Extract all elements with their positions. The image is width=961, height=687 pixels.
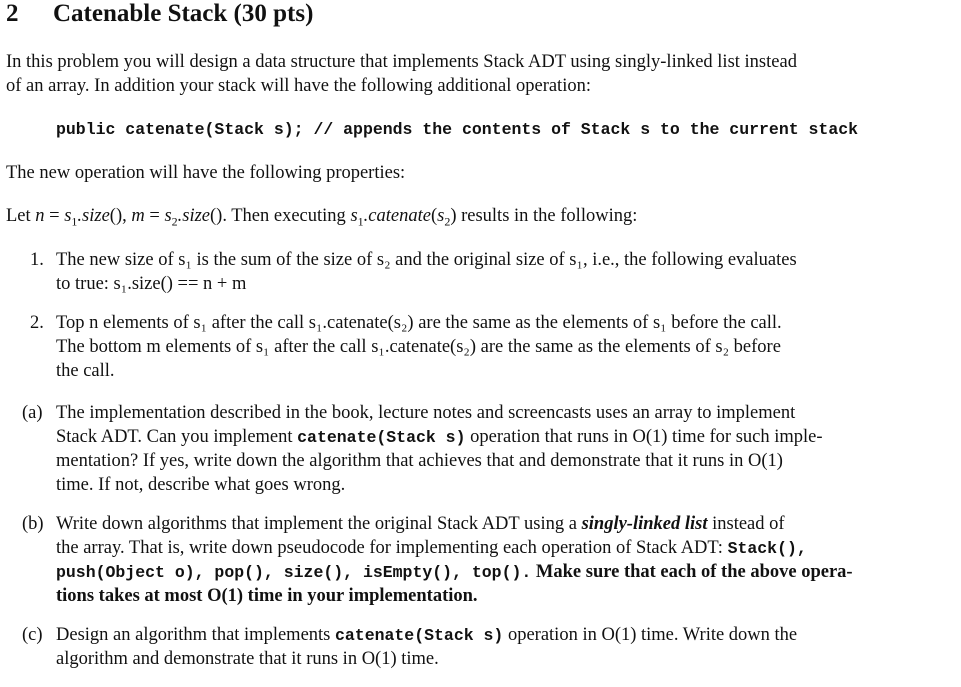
item-1-line-1: The new size of s₁ is the sum of the size of s₂ and the original size of s₁, i.e., the following evaluates [56, 250, 797, 270]
var-n: n [35, 206, 45, 226]
let-line [6, 204, 637, 234]
part-b-line-2 [56, 536, 807, 561]
part-c-line-2: algorithm and demonstrate that it runs in O(1) time. [56, 649, 439, 669]
part-b-line-3 [56, 560, 853, 585]
item-2-line-3: the call. [56, 361, 115, 381]
item-2-line-2: The bottom m elements of s₁ after the call s₁.catenate(s₂) are the same as the elements of s₂ before [56, 337, 781, 357]
code-inline: catenate(Stack s) [297, 428, 466, 447]
part-c-label: (c) [22, 625, 43, 645]
item-2-line-1: Top n elements of s₁ after the call s₁.catenate(s₂) are the same as the elements of s₁ before the call. [56, 313, 782, 333]
intro-line-2: of an array. In addition your stack will have the following additional operation: [6, 76, 591, 96]
text: Design an algorithm that implements [56, 625, 335, 645]
let-text: Let [6, 206, 36, 226]
var-s1: s [350, 206, 358, 226]
section-heading [6, 2, 313, 26]
code-inline: push(Object o), pop(), size(), isEmpty(), top(). [56, 563, 532, 582]
section-number: 2 [6, 0, 19, 27]
code-line: public catenate(Stack s); // appends the contents of Stack s to the current stack [56, 120, 859, 139]
size-call: .size [177, 206, 211, 226]
properties-intro: The new operation will have the following properties: [6, 163, 406, 183]
item-1-line-2: to true: s₁.size() == n + m [56, 274, 247, 294]
then-text: (). Then executing [210, 206, 351, 226]
part-b-label: (b) [22, 514, 44, 534]
var-s2: s [437, 206, 445, 226]
part-c-line-1 [56, 623, 797, 648]
text: Stack ADT. Can you implement [56, 427, 298, 447]
var-m: m [131, 206, 145, 226]
part-a-line-2 [56, 425, 823, 450]
result-text: ) results in the following: [450, 206, 638, 226]
paren: (), [109, 206, 132, 226]
eq-sign: = [44, 206, 65, 226]
part-a-line-4: time. If not, describe what goes wrong. [56, 475, 346, 495]
part-a-label: (a) [22, 403, 43, 423]
subscript: 1 [357, 214, 364, 229]
subscript: 2 [171, 214, 178, 229]
subscript: 1 [71, 214, 78, 229]
paren: ( [430, 206, 438, 226]
code-inline: catenate(Stack s) [335, 626, 504, 645]
part-b-line-4: tions takes at most O(1) time in your implementation. [56, 586, 478, 606]
section-title: Catenable Stack (30 pts) [53, 0, 314, 27]
var-s1: s [64, 206, 72, 226]
intro-line-1: In this problem you will design a data structure that implements Stack ADT using singly-linked list instead [6, 52, 797, 72]
part-b-line-1 [56, 512, 785, 536]
size-call: .size [77, 206, 110, 226]
item-2-label: 2. [30, 313, 44, 333]
text: the array. That is, write down pseudocode for implementing each operation of Stack ADT: [56, 538, 728, 558]
subscript: 2 [444, 214, 451, 229]
text: operation in O(1) time. Write down the [503, 625, 798, 645]
var-s2: s [164, 206, 172, 226]
item-1-label: 1. [30, 250, 44, 270]
emphasis: singly-linked list [581, 514, 708, 534]
catenate-call: .catenate [363, 206, 431, 226]
code-inline: Stack(), [727, 539, 807, 558]
text: operation that runs in O(1) time for such imple- [465, 427, 823, 447]
text: instead of [707, 514, 785, 534]
eq-sign: = [144, 206, 165, 226]
part-a-line-3: mentation? If yes, write down the algorithm that achieves that and demonstrate that it runs in O(1) [56, 451, 783, 471]
part-a-line-1: The implementation described in the book, lecture notes and screencasts uses an array to implement [56, 403, 796, 423]
bold-text: Make sure that each of the above opera- [531, 562, 853, 582]
text: Write down algorithms that implement the original Stack ADT using a [56, 514, 582, 534]
